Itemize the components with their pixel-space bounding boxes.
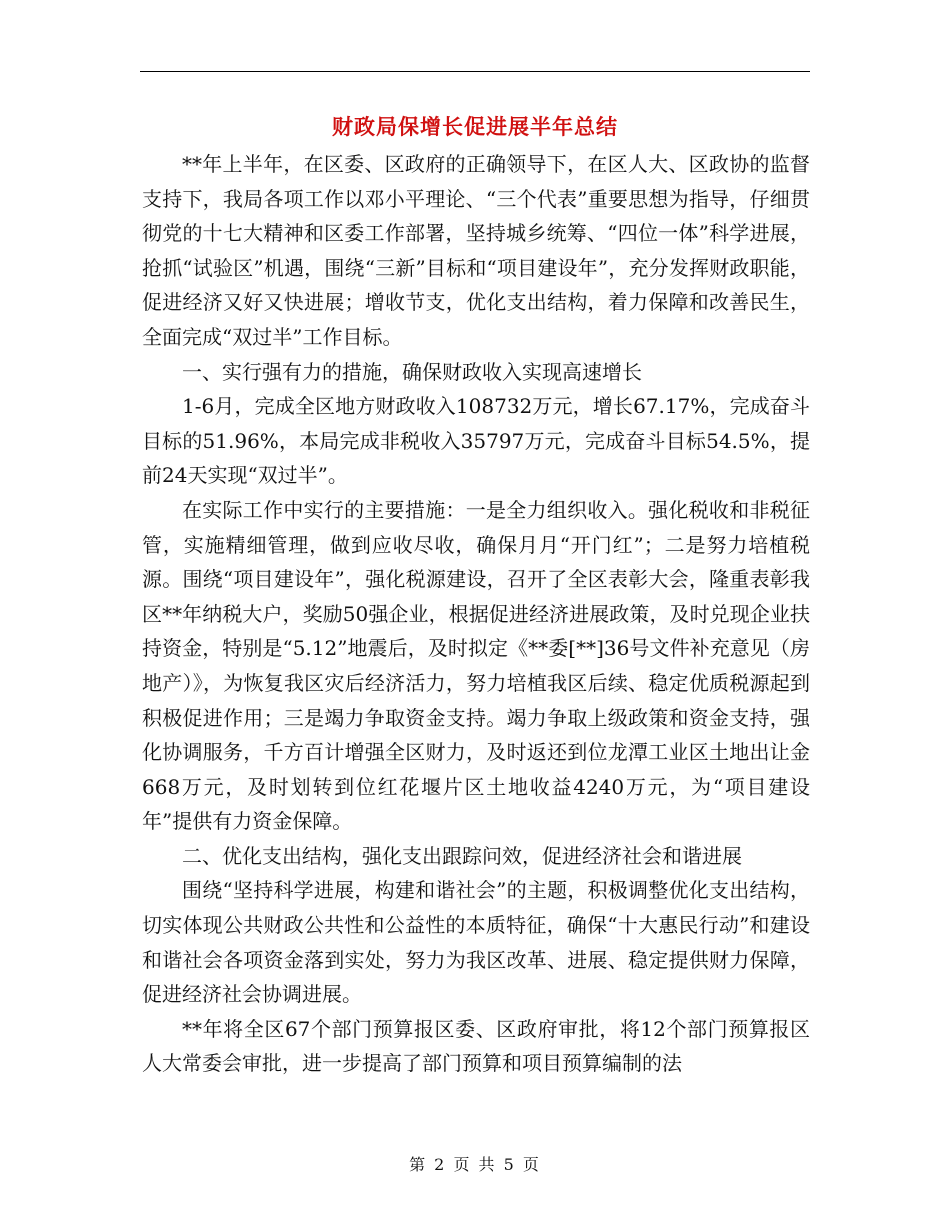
paragraph-main-measures: 在实际工作中实行的主要措施：一是全力组织收入。强化税收和非税征管，实施精细管理，做到应收尽收，确保月月“开门红”；二是努力培植税源。围绕“项目建设年”，强化税源建设，召开了全区表彰大会，隆重表彰我区**年纳税大户，奖励50强企业，根据促进经济进展政策，及时兑现企业扶持资金，特别是“5.12”地震后，及时拟定《**委[**]36号文件补充意见（房地产）》，为恢复我区灾后经济活力，努力培植我区后续、稳定优质税源起到积极促进作用；三是竭力争取资金支持。竭力争取上级政策和资金支持，强化协调服务，千方百计增强全区财力，及时返还到位龙潭工业区土地出让金668万元，及时划转到位红花堰片区土地收益4240万元，为“项目建设年”提供有力资金保障。 (142, 497, 810, 834)
document-title: 财政局保增长促进展半年总结 (332, 115, 618, 139)
page-number: 第 2 页 共 5 页 (409, 1155, 541, 1174)
header-rule (140, 71, 810, 72)
paragraph-revenue-figures: 1-6月，完成全区地方财政收入108732万元，增长67.17%，完成奋斗目标的51.96%，本局完成非税收入35797万元，完成奋斗目标54.5%，提前24天实现“双过半”。 (142, 394, 810, 488)
section-heading-2: 二、优化支出结构，强化支出跟踪问效，促进经济社会和谐进展 (182, 843, 742, 868)
section-heading-1: 一、实行强有力的措施，确保财政收入实现高速增长 (182, 359, 642, 384)
paragraph-intro: **年上半年，在区委、区政府的正确领导下，在区人大、区政协的监督支持下，我局各项工作以邓小平理论、“三个代表”重要思想为指导，仔细贯彻党的十七大精神和区委工作部署，坚持城乡统筹、“四位一体”科学进展，抢抓“试验区”机遇，围绕“三新”目标和“项目建设年”，充分发挥财政职能，促进经济又好又快进展；增收节支，优化支出结构，着力保障和改善民生，全面完成“双过半”工作目标。 (142, 152, 810, 349)
paragraph-expenditure-structure: 围绕“坚持科学进展，构建和谐社会”的主题，积极调整优化支出结构，切实体现公共财政公共性和公益性的本质特征，确保“十大惠民行动”和建设和谐社会各项资金落到实处，努力为我区改革、进展、稳定提供财力保障，促进经济社会协调进展。 (142, 878, 810, 1007)
document-body (142, 147, 810, 1081)
paragraph-department-budgets: **年将全区67个部门预算报区委、区政府审批，将12个部门预算报区人大常委会审批，进一步提高了部门预算和项目预算编制的法 (142, 1016, 810, 1076)
